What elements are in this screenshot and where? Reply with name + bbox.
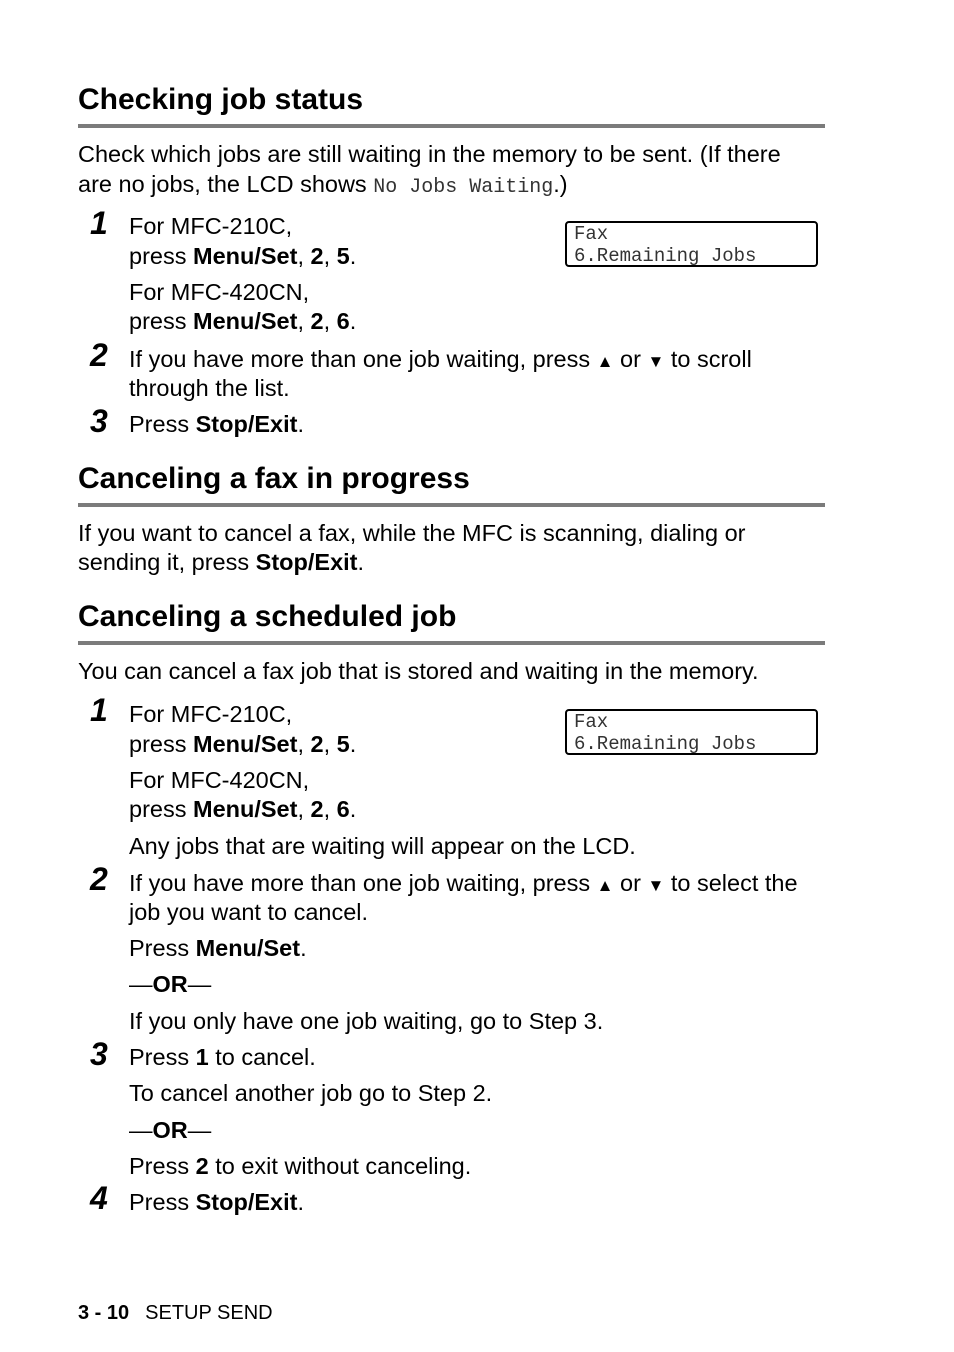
text: , [297, 243, 311, 269]
key-name: Stop/Exit [255, 549, 358, 575]
text: , [297, 796, 311, 822]
page-footer [78, 1301, 273, 1325]
section-rule [78, 641, 825, 645]
text: , [323, 308, 337, 334]
step-text [129, 933, 307, 963]
or-separator [129, 1115, 211, 1145]
body-line: You can cancel a fax job that is stored and waiting in the memory. [78, 658, 759, 684]
key-name: Menu/Set [193, 731, 298, 757]
lcd-message: No Jobs Waiting [373, 176, 554, 199]
text: press [129, 731, 193, 757]
step-text: For MFC-210C, [129, 701, 293, 727]
step-number: 4 [90, 1180, 108, 1216]
key-name: 6 [336, 308, 350, 334]
key-name: 2 [310, 243, 324, 269]
text: to select the [664, 870, 798, 896]
key-name: 2 [195, 1153, 209, 1179]
body-line [78, 547, 364, 577]
text: to exit without canceling. [208, 1153, 472, 1179]
lcd-display [565, 221, 818, 267]
step-text: through the list. [129, 375, 290, 401]
step-text [129, 794, 356, 824]
step-text: If you only have one job waiting, go to Step 3. [129, 1008, 604, 1034]
step-text [129, 409, 304, 439]
text: , [323, 243, 337, 269]
step-number: 2 [90, 861, 108, 897]
text: If you have more than one job waiting, press [129, 346, 597, 372]
text: . [349, 796, 357, 822]
page-number: 3 - 10 [78, 1302, 130, 1324]
lcd-line: 6.Remaining Jobs [574, 733, 757, 755]
text: Press [129, 1153, 196, 1179]
step-text [129, 1151, 471, 1181]
text: Press [129, 1189, 196, 1215]
step-text [129, 1042, 316, 1072]
key-name: Stop/Exit [195, 1189, 298, 1215]
text: . [349, 308, 357, 334]
text: . [349, 731, 357, 757]
up-arrow-icon: ▲ [596, 876, 614, 895]
step-text: For MFC-210C, [129, 213, 293, 239]
step-text: To cancel another job go to Step 2. [129, 1080, 493, 1106]
key-name: Menu/Set [195, 935, 301, 961]
key-name: 2 [310, 731, 324, 757]
up-arrow-icon: ▲ [596, 352, 614, 371]
step-text [129, 241, 356, 271]
text: or [613, 870, 648, 896]
step-text: job you want to cancel. [129, 899, 369, 925]
body-line: If you want to cancel a fax, while the MFC is scanning, dialing or [78, 520, 746, 546]
intro-text: are no jobs, the LCD shows [78, 171, 374, 197]
or-word: OR [152, 1117, 188, 1143]
text: to scroll [664, 346, 752, 372]
text: press [129, 243, 193, 269]
dash: — [187, 971, 212, 997]
step-text [129, 306, 356, 336]
section-rule [78, 503, 825, 507]
intro-text: .) [553, 171, 568, 197]
text: . [297, 411, 304, 437]
down-arrow-icon: ▼ [647, 876, 665, 895]
text: Press [129, 1044, 196, 1070]
text: . [357, 549, 365, 575]
section-title-canceling-scheduled-job: Canceling a scheduled job [78, 600, 457, 633]
key-name: 2 [310, 308, 324, 334]
key-name: 1 [195, 1044, 209, 1070]
text: sending it, press [78, 549, 256, 575]
down-arrow-icon: ▼ [647, 352, 665, 371]
step-text: For MFC-420CN, [129, 767, 310, 793]
section-name: SETUP SEND [145, 1302, 273, 1324]
or-word: OR [152, 971, 188, 997]
step-text [129, 729, 356, 759]
text: , [297, 731, 311, 757]
lcd-line: Fax [574, 223, 609, 245]
key-name: 2 [310, 796, 324, 822]
text: If you have more than one job waiting, press [129, 870, 597, 896]
key-name: 6 [336, 796, 350, 822]
dash: — [129, 1117, 153, 1143]
step-text: For MFC-420CN, [129, 279, 310, 305]
text: . [297, 1189, 304, 1215]
key-name: Menu/Set [193, 796, 298, 822]
text: , [323, 796, 337, 822]
step-number: 3 [90, 403, 108, 439]
step-number: 2 [90, 337, 108, 373]
text: to cancel. [208, 1044, 316, 1070]
text: Press [129, 935, 196, 961]
text: Press [129, 411, 196, 437]
lcd-line: Fax [574, 711, 609, 733]
text: press [129, 796, 193, 822]
key-name: 5 [336, 243, 350, 269]
text: . [300, 935, 307, 961]
key-name: Stop/Exit [195, 411, 298, 437]
step-text [129, 1187, 304, 1217]
section-title-checking-job-status: Checking job status [78, 83, 364, 116]
intro-line: Check which jobs are still waiting in the memory to be sent. (If there [78, 141, 781, 167]
step-text: Any jobs that are waiting will appear on the LCD. [129, 833, 636, 859]
intro-line [78, 169, 568, 203]
lcd-line: 6.Remaining Jobs [574, 245, 757, 267]
text: press [129, 308, 193, 334]
key-name: Menu/Set [193, 243, 298, 269]
text: or [613, 346, 648, 372]
step-number: 3 [90, 1036, 108, 1072]
step-number: 1 [90, 205, 108, 241]
or-separator [129, 969, 211, 999]
lcd-display [565, 709, 818, 755]
section-title-canceling-fax: Canceling a fax in progress [78, 462, 470, 495]
step-number: 1 [90, 692, 108, 728]
key-name: 5 [336, 731, 350, 757]
text: . [349, 243, 357, 269]
dash: — [129, 971, 153, 997]
text: , [323, 731, 337, 757]
key-name: Menu/Set [193, 308, 298, 334]
dash: — [187, 1117, 212, 1143]
section-rule [78, 124, 825, 128]
text: , [297, 308, 311, 334]
